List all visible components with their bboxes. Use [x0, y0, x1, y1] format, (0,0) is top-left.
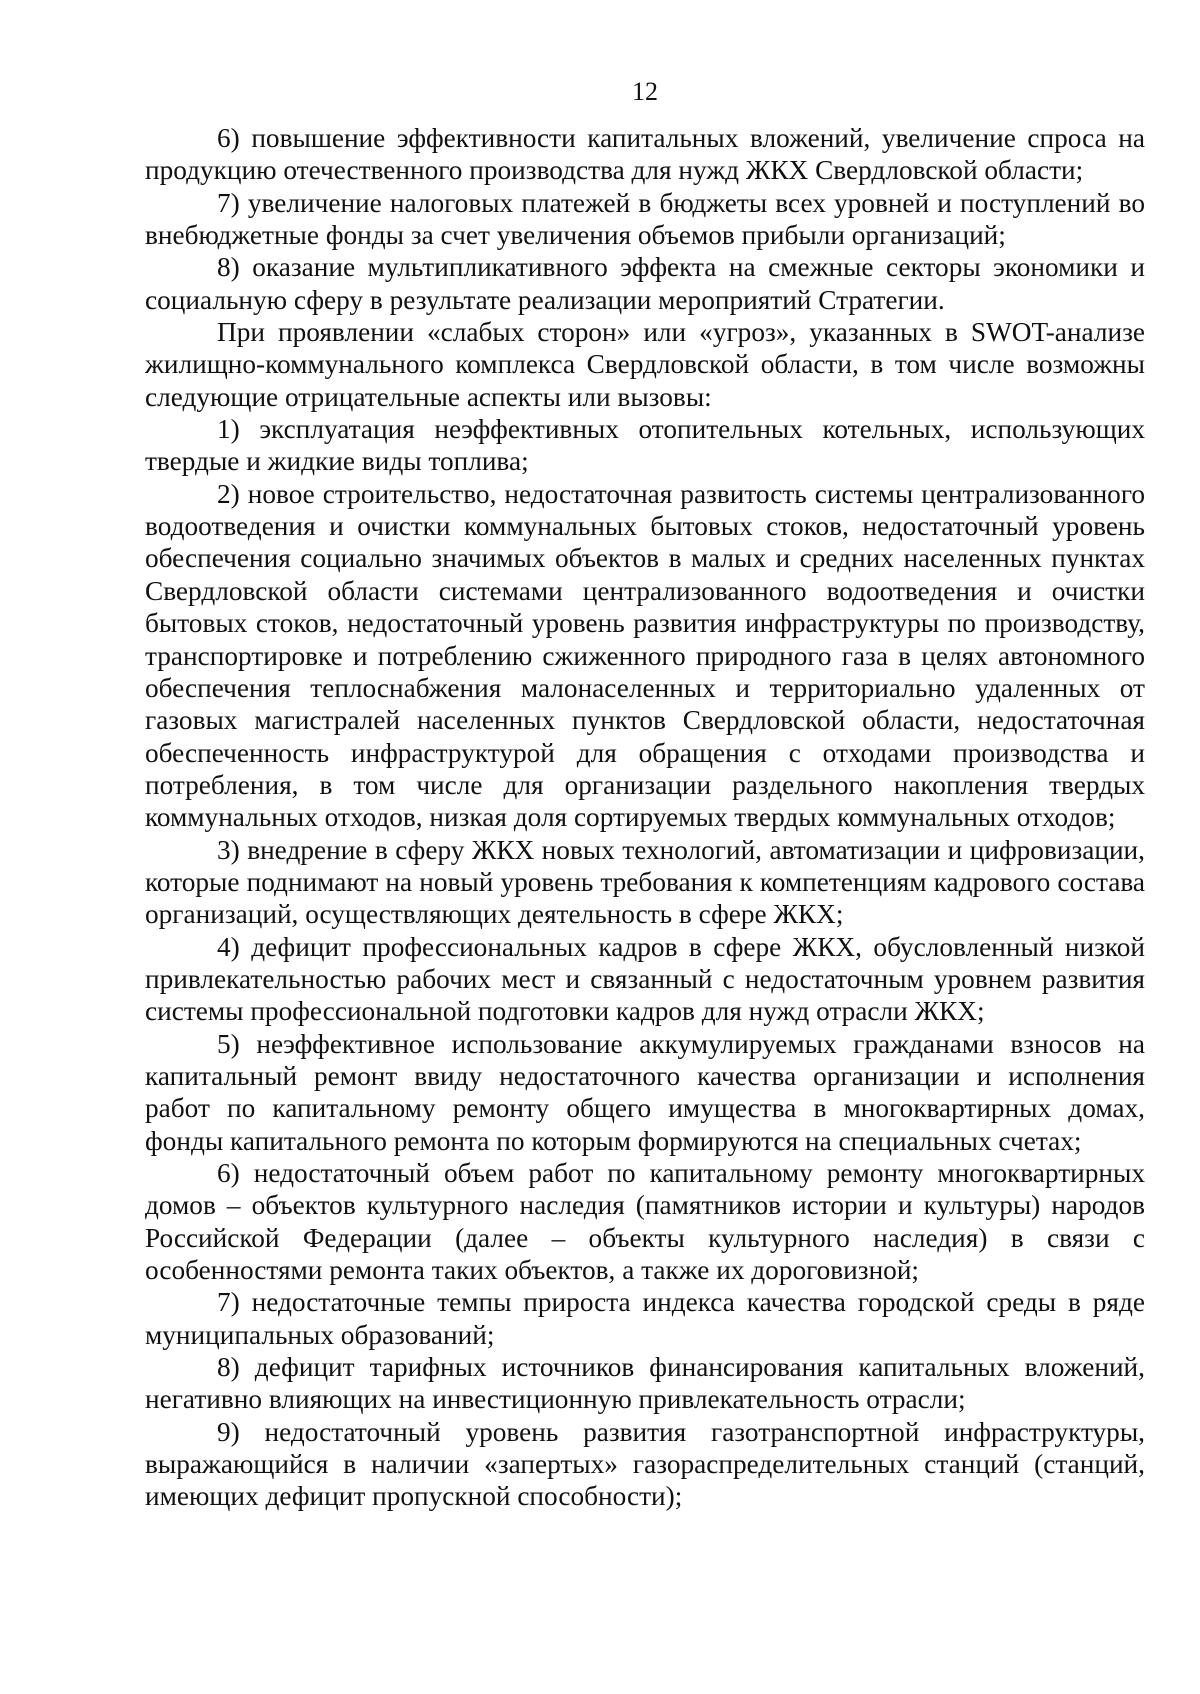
paragraph-item-7-tax-payments: 7) увеличение налоговых платежей в бюджеты всех уровней и поступлений во внебюджетные фонды за счет увеличения объемов прибыли организаций;	[145, 187, 1145, 251]
page-number: 12	[632, 77, 658, 106]
paragraph-risk-7-urban-environment: 7) недостаточные темпы прироста индекса качества городской среды в ряде муниципальных образований;	[145, 1287, 1145, 1350]
paragraph-risk-2-infrastructure: 2) новое строительство, недостаточная развитость системы централизованного водоотведения и очистки коммунальных бытовых стоков, недостаточный уровень обеспечения социально значимых объектов в малых и средних населенных пунктах Свердловской области системами централизованного водоотведения и очистки бытовых стоков, недостаточный уровень развития инфраструктуры по производству, транспортировке и потреблению сжиженного природного газа в целях автономного обеспечения теплоснабжения малонаселенных и территориально удаленных от газовых магистралей населенных пунктов Свердловской области, недостаточная обеспеченность инфраструктурой для обращения с отходами производства и потребления, в том числе для организации раздельного накопления твердых коммунальных отходов, низкая доля сортируемых твердых коммунальных отходов;	[145, 478, 1145, 833]
paragraph-item-8-multiplier-effect: 8) оказание мультипликативного эффекта на смежные секторы экономики и социальную сферу в результате реализации мероприятий Стратегии.	[145, 252, 1145, 315]
paragraph-risk-1-boilers: 1) эксплуатация неэффективных отопительных котельных, использующих твердые и жидкие виды топлива;	[145, 414, 1145, 477]
paragraph-risk-9-gas-transport: 9) недостаточный уровень развития газотранспортной инфраструктуры, выражающийся в наличии «запертых» газораспределительных станций (станций, имеющих дефицит пропускной способности);	[145, 1416, 1145, 1512]
paragraph-risk-4-personnel: 4) дефицит профессиональных кадров в сфере ЖКХ, обусловленный низкой привлекательностью рабочих мест и связанный с недостаточным уровнем развития системы профессиональной подготовки кадров для нужд отрасли ЖКХ;	[145, 931, 1145, 1027]
paragraph-risk-3-technologies: 3) внедрение в сферу ЖКХ новых технологий, автоматизации и цифровизации, которые поднимают на новый уровень требования к компетенциям кадрового состава организаций, осуществляющих деятельность в сфере ЖКХ;	[145, 834, 1145, 930]
paragraph-swot-intro: При проявлении «слабых сторон» или «угроз», указанных в SWOT-анализе жилищно-коммунального комплекса Свердловской области, в том числе возможны следующие отрицательные аспекты или вызовы:	[145, 317, 1145, 412]
document-body	[145, 122, 1145, 1513]
paragraph-risk-8-tariff-sources: 8) дефицит тарифных источников финансирования капитальных вложений, негативно влияющих на инвестиционную привлекательность отрасли;	[145, 1352, 1145, 1415]
paragraph-item-6-efficiency: 6) повышение эффективности капитальных вложений, увеличение спроса на продукцию отечественного производства для нужд ЖКХ Свердловской области;	[145, 123, 1145, 186]
paragraph-risk-5-capital-repair-funds: 5) неэффективное использование аккумулируемых гражданами взносов на капитальный ремонт ввиду недостаточного качества организации и исполнения работ по капитальному ремонту общего имущества в многоквартирных домах, фонды капитального ремонта по которым формируются на специальных счетах;	[145, 1028, 1145, 1156]
paragraph-risk-6-cultural-heritage: 6) недостаточный объем работ по капитальному ремонту многоквартирных домов – объектов культурного наследия (памятников истории и культуры) народов Российской Федерации (далее – объекты культурного наследия) в связи с особенностями ремонта таких объектов, а также их дороговизной;	[145, 1158, 1145, 1286]
